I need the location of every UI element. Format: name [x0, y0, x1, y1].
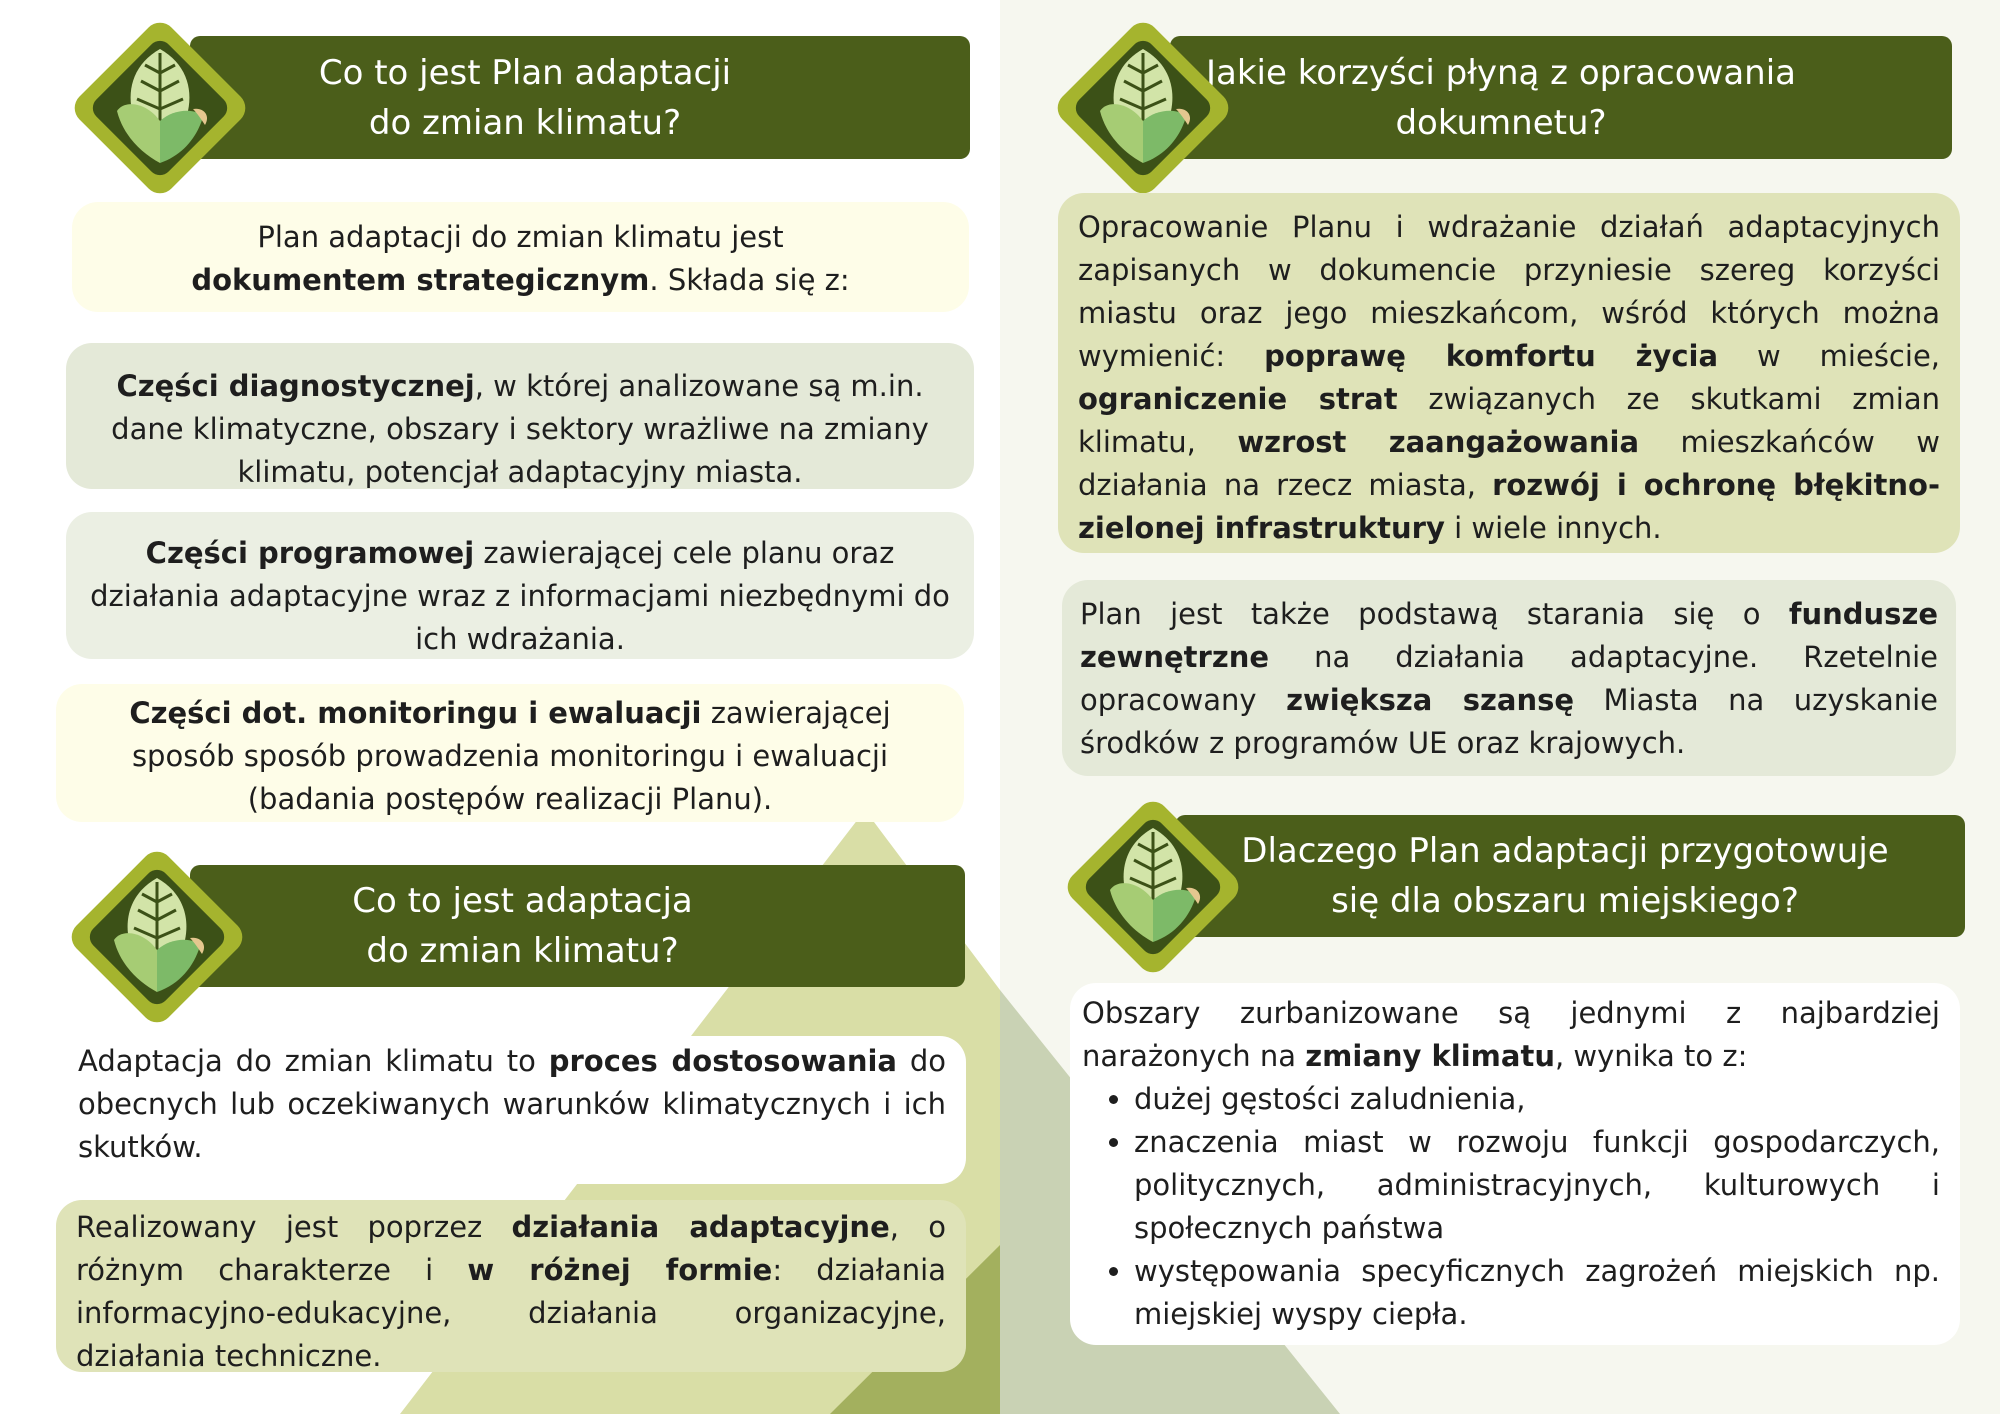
reasons-list — [1082, 1078, 1940, 1336]
benefits-box: Opracowanie Planu i wdrażanie działań adaptacyjnych zapisanych w dokumencie przyniesie szereg korzyści miastu oraz jego mieszkańcom, wśród których można wymienić: poprawę komfortu życia w mieście, ograniczenie strat związanych ze skutkami zmian klimatu, wzrost zaangażowania mieszkańców w działania na rzecz miasta, rozwój i ochronę błękitno-zielonej infrastruktury i wiele innych. — [1058, 193, 1960, 553]
urban-reasons-box: Obszary zurbanizowane są jednymi z najbardziej narażonych na zmiany klimatu, wynika to z: • dużej gęstości zaludnienia, • znaczenia miast w rozwoju funkcji gospodarczych, politycznych, administracyjnych, kulturowych i społecznych państwa • występowania specyficznych zagrożeń miejskich np. miejskiej wyspy ciepła. — [1070, 983, 1960, 1345]
header-line: Dlaczego Plan adaptacji przygotowuje — [1241, 831, 1889, 871]
list-item: • występowania specyficznych zagrożeń miejskich np. miejskiej wyspy ciepła. — [1134, 1250, 1940, 1336]
diagnostic-part-box: Części diagnostycznej, w której analizowane są m.in. dane klimatyczne, obszary i sektory wrażliwe na zmiany klimatu, potencjał adaptacyjny miasta. — [66, 343, 974, 489]
adaptation-actions-box: Realizowany jest poprzez działania adaptacyjne, o różnym charakterze i w różnej formie: działania informacyjno-edukacyjne, działania organizacyjne, działania techniczne. — [56, 1200, 966, 1372]
section-header-benefits — [1170, 36, 1952, 159]
leaf-logo-icon — [1058, 792, 1248, 982]
leaf-logo-icon — [62, 842, 252, 1032]
list-item: • dużej gęstości zaludnienia, — [1134, 1078, 1940, 1121]
list-item: • znaczenia miast w rozwoju funkcji gospodarczych, politycznych, administracyjnych, kulturowych i społecznych państwa — [1134, 1121, 1940, 1250]
program-part-box: Części programowej zawierającej cele planu oraz działania adaptacyjne wraz z informacjami niezbędnymi do ich wdrażania. — [66, 512, 974, 659]
header-line: Jakie korzyści płyną z opracowania — [1206, 52, 1796, 93]
header-line: do zmian klimatu? — [368, 102, 682, 143]
leaf-logo-icon — [1048, 13, 1238, 203]
leaf-logo-icon — [65, 13, 255, 203]
header-line: Co to jest Plan adaptacji — [318, 52, 732, 93]
intro-box: Plan adaptacji do zmian klimatu jest dokumentem strategicznym. Składa się z: — [72, 202, 969, 312]
header-line: Co to jest adaptacja — [352, 881, 693, 921]
section-header-plan — [190, 36, 970, 159]
header-line: do zmian klimatu? — [366, 931, 679, 971]
section-header-adaptation — [190, 865, 965, 987]
monitoring-part-box: Części dot. monitoringu i ewaluacji zawierającej sposób sposób prowadzenia monitoringu i ewaluacji (badania postępów realizacji Planu). — [56, 684, 964, 822]
header-line: się dla obszaru miejskiego? — [1331, 881, 1799, 921]
funding-box: Plan jest także podstawą starania się o fundusze zewnętrzne na działania adaptacyjne. Rzetelnie opracowany zwiększa szansę Miasta na uzyskanie środków z programów UE oraz krajowych. — [1062, 580, 1956, 776]
header-line: dokumnetu? — [1395, 102, 1607, 143]
adaptation-definition-box: Adaptacja do zmian klimatu to proces dostosowania do obecnych lub oczekiwanych warunków klimatycznych i ich skutków. — [58, 1036, 966, 1184]
section-header-urban — [1175, 815, 1965, 937]
